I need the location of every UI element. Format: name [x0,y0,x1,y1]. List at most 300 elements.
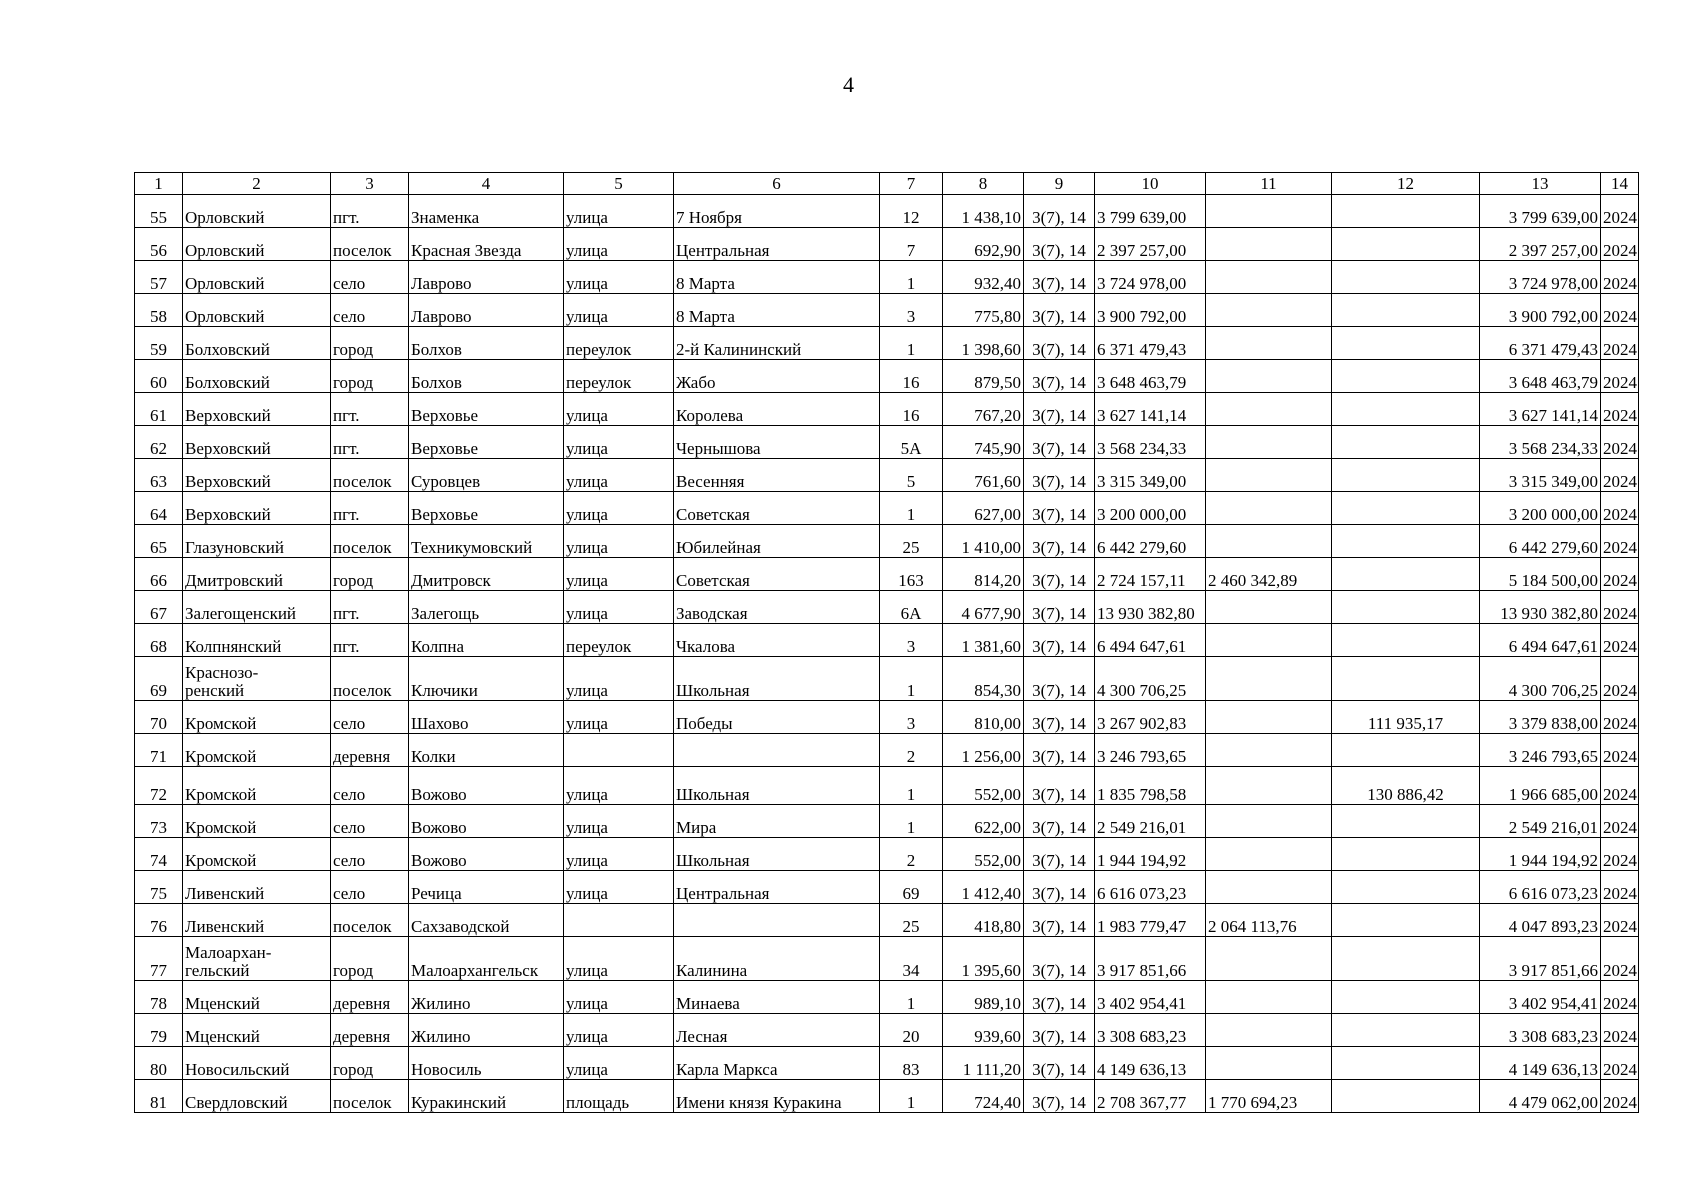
cell-district: Верховский [183,459,331,492]
cell-criteria: 3(7), 14 [1024,657,1095,701]
cell-settlement: Жилино [409,981,564,1014]
cell-criteria: 3(7), 14 [1024,701,1095,734]
cell-district: Залегощенский [183,591,331,624]
cell-year: 2024 [1601,838,1639,871]
cell-settlement: Ключики [409,657,564,701]
cell-area: 879,50 [943,360,1024,393]
cell-district: Колпнянский [183,624,331,657]
header-row [135,173,1639,195]
cell-amount-10: 1 983 779,47 [1095,904,1206,937]
cell-year: 2024 [1601,624,1639,657]
cell-amount-11 [1206,426,1332,459]
cell-amount-10: 4 300 706,25 [1095,657,1206,701]
cell-criteria: 3(7), 14 [1024,294,1095,327]
cell-settlement-type: деревня [331,981,409,1014]
cell-total: 1 944 194,92 [1480,838,1601,871]
cell-settlement-type: поселок [331,459,409,492]
cell-criteria: 3(7), 14 [1024,360,1095,393]
cell-amount-11 [1206,591,1332,624]
cell-row-number: 77 [135,937,183,981]
cell-total: 3 379 838,00 [1480,701,1601,734]
cell-house-number: 3 [880,701,943,734]
cell-house-number: 1 [880,261,943,294]
cell-amount-11 [1206,701,1332,734]
cell-settlement-type: поселок [331,657,409,701]
cell-row-number: 75 [135,871,183,904]
cell-district: Ливенский [183,904,331,937]
cell-district: Орловский [183,261,331,294]
cell-criteria: 3(7), 14 [1024,393,1095,426]
cell-amount-12 [1332,195,1480,228]
cell-row-number: 58 [135,294,183,327]
cell-settlement-type: пгт. [331,591,409,624]
cell-district: Кромской [183,838,331,871]
cell-settlement-type: город [331,558,409,591]
cell-year: 2024 [1601,525,1639,558]
cell-total: 3 308 683,23 [1480,1014,1601,1047]
cell-area: 745,90 [943,426,1024,459]
cell-settlement: Верховье [409,492,564,525]
cell-amount-10: 3 568 234,33 [1095,426,1206,459]
cell-amount-11 [1206,937,1332,981]
cell-settlement-type: пгт. [331,492,409,525]
table-row [135,195,1639,228]
cell-amount-11 [1206,734,1332,767]
cell-amount-10: 3 900 792,00 [1095,294,1206,327]
cell-row-number: 79 [135,1014,183,1047]
cell-house-number: 12 [880,195,943,228]
cell-year: 2024 [1601,558,1639,591]
table-row [135,937,1639,981]
cell-house-number: 83 [880,1047,943,1080]
cell-street: 2-й Калининский [674,327,880,360]
cell-year: 2024 [1601,767,1639,805]
cell-house-number: 16 [880,393,943,426]
cell-total: 1 966 685,00 [1480,767,1601,805]
cell-row-number: 61 [135,393,183,426]
cell-year: 2024 [1601,701,1639,734]
cell-district: Болховский [183,360,331,393]
cell-settlement-type: поселок [331,904,409,937]
cell-row-number: 69 [135,657,183,701]
cell-row-number: 66 [135,558,183,591]
cell-district: Орловский [183,195,331,228]
table-row [135,904,1639,937]
table-row [135,492,1639,525]
cell-area: 552,00 [943,838,1024,871]
cell-house-number: 5А [880,426,943,459]
cell-amount-12 [1332,838,1480,871]
cell-street-type: улица [564,1047,674,1080]
cell-row-number: 70 [135,701,183,734]
table-row [135,525,1639,558]
cell-amount-10: 6 371 479,43 [1095,327,1206,360]
cell-criteria: 3(7), 14 [1024,871,1095,904]
cell-settlement-type: город [331,327,409,360]
cell-total: 3 917 851,66 [1480,937,1601,981]
cell-total: 2 549 216,01 [1480,805,1601,838]
cell-street-type: улица [564,393,674,426]
cell-settlement-type: город [331,360,409,393]
cell-area: 4 677,90 [943,591,1024,624]
cell-total: 3 724 978,00 [1480,261,1601,294]
cell-settlement: Верховье [409,426,564,459]
cell-settlement: Шахово [409,701,564,734]
cell-amount-11 [1206,393,1332,426]
cell-row-number: 63 [135,459,183,492]
cell-criteria: 3(7), 14 [1024,492,1095,525]
cell-street: Центральная [674,871,880,904]
table-header [135,173,1639,195]
cell-amount-10: 3 799 639,00 [1095,195,1206,228]
cell-amount-11 [1206,360,1332,393]
cell-house-number: 1 [880,657,943,701]
cell-street-type: переулок [564,327,674,360]
cell-area: 989,10 [943,981,1024,1014]
table-row [135,734,1639,767]
cell-settlement-type: пгт. [331,624,409,657]
cell-settlement-type: город [331,1047,409,1080]
cell-district: Дмитровский [183,558,331,591]
cell-house-number: 1 [880,1080,943,1113]
cell-street: Имени князя Куракина [674,1080,880,1113]
cell-total: 3 246 793,65 [1480,734,1601,767]
cell-street-type: улица [564,657,674,701]
cell-area: 692,90 [943,228,1024,261]
cell-amount-10: 1 944 194,92 [1095,838,1206,871]
cell-house-number: 1 [880,767,943,805]
cell-district: Краснозо- ренский [183,657,331,701]
cell-amount-10: 3 246 793,65 [1095,734,1206,767]
cell-settlement-type: пгт. [331,393,409,426]
cell-criteria: 3(7), 14 [1024,1014,1095,1047]
cell-street: Юбилейная [674,525,880,558]
cell-settlement-type: поселок [331,228,409,261]
cell-street: Карла Маркса [674,1047,880,1080]
cell-settlement-type: село [331,261,409,294]
cell-street: Центральная [674,228,880,261]
cell-amount-10: 3 402 954,41 [1095,981,1206,1014]
cell-row-number: 71 [135,734,183,767]
cell-criteria: 3(7), 14 [1024,525,1095,558]
cell-street-type: улица [564,261,674,294]
cell-amount-12 [1332,228,1480,261]
cell-area: 724,40 [943,1080,1024,1113]
cell-amount-12 [1332,871,1480,904]
cell-street: Жабо [674,360,880,393]
cell-amount-12 [1332,805,1480,838]
cell-settlement-type: поселок [331,525,409,558]
cell-area: 939,60 [943,1014,1024,1047]
cell-settlement-type: поселок [331,1080,409,1113]
cell-amount-10: 6 442 279,60 [1095,525,1206,558]
table-row [135,426,1639,459]
cell-street-type: улица [564,1014,674,1047]
cell-amount-12 [1332,1047,1480,1080]
cell-district: Верховский [183,492,331,525]
cell-house-number: 34 [880,937,943,981]
cell-amount-11 [1206,767,1332,805]
cell-area: 1 111,20 [943,1047,1024,1080]
cell-settlement-type: село [331,805,409,838]
cell-amount-12 [1332,657,1480,701]
cell-district: Верховский [183,426,331,459]
cell-settlement: Куракинский [409,1080,564,1113]
column-header-2: 2 [183,173,331,195]
table-row [135,294,1639,327]
cell-area: 622,00 [943,805,1024,838]
cell-street-type: улица [564,228,674,261]
cell-row-number: 62 [135,426,183,459]
cell-criteria: 3(7), 14 [1024,261,1095,294]
cell-row-number: 56 [135,228,183,261]
cell-amount-11 [1206,195,1332,228]
cell-total: 3 568 234,33 [1480,426,1601,459]
cell-district: Верховский [183,393,331,426]
cell-amount-11 [1206,871,1332,904]
cell-house-number: 1 [880,981,943,1014]
cell-year: 2024 [1601,591,1639,624]
cell-street: Лесная [674,1014,880,1047]
cell-street: Чернышова [674,426,880,459]
cell-amount-11: 2 064 113,76 [1206,904,1332,937]
table-row [135,327,1639,360]
cell-settlement: Новосиль [409,1047,564,1080]
table-row [135,1080,1639,1113]
cell-street-type: улица [564,195,674,228]
cell-street-type: улица [564,701,674,734]
cell-house-number: 7 [880,228,943,261]
table-row [135,657,1639,701]
cell-settlement-type: деревня [331,734,409,767]
cell-criteria: 3(7), 14 [1024,228,1095,261]
cell-total: 3 627 141,14 [1480,393,1601,426]
table-row [135,360,1639,393]
cell-total: 3 799 639,00 [1480,195,1601,228]
cell-settlement: Болхов [409,327,564,360]
cell-area: 775,80 [943,294,1024,327]
cell-row-number: 57 [135,261,183,294]
cell-street: Заводская [674,591,880,624]
cell-row-number: 55 [135,195,183,228]
cell-street-type: переулок [564,624,674,657]
cell-amount-12 [1332,558,1480,591]
cell-area: 1 438,10 [943,195,1024,228]
cell-total: 4 149 636,13 [1480,1047,1601,1080]
cell-total: 3 200 000,00 [1480,492,1601,525]
cell-district: Глазуновский [183,525,331,558]
cell-street: Школьная [674,838,880,871]
cell-settlement: Дмитровск [409,558,564,591]
cell-amount-11 [1206,624,1332,657]
cell-total: 6 494 647,61 [1480,624,1601,657]
cell-settlement-type: село [331,871,409,904]
cell-amount-12 [1332,734,1480,767]
cell-street-type: улица [564,871,674,904]
cell-amount-12 [1332,261,1480,294]
cell-area: 552,00 [943,767,1024,805]
cell-house-number: 2 [880,734,943,767]
cell-street: 8 Марта [674,261,880,294]
cell-amount-12 [1332,327,1480,360]
cell-area: 1 398,60 [943,327,1024,360]
column-header-8: 8 [943,173,1024,195]
column-header-6: 6 [674,173,880,195]
cell-house-number: 6А [880,591,943,624]
table-row [135,393,1639,426]
cell-area: 810,00 [943,701,1024,734]
cell-street-type: улица [564,838,674,871]
cell-amount-10: 2 708 367,77 [1095,1080,1206,1113]
cell-amount-10: 2 549 216,01 [1095,805,1206,838]
cell-amount-11: 2 460 342,89 [1206,558,1332,591]
cell-street-type: улица [564,558,674,591]
cell-criteria: 3(7), 14 [1024,937,1095,981]
table-row [135,591,1639,624]
cell-year: 2024 [1601,360,1639,393]
cell-settlement: Сахзаводской [409,904,564,937]
cell-amount-11 [1206,294,1332,327]
cell-house-number: 69 [880,871,943,904]
table-row [135,701,1639,734]
cell-amount-12 [1332,426,1480,459]
table-row [135,558,1639,591]
cell-year: 2024 [1601,937,1639,981]
cell-district: Кромской [183,734,331,767]
cell-amount-10: 3 267 902,83 [1095,701,1206,734]
table-row [135,261,1639,294]
column-header-1: 1 [135,173,183,195]
cell-area: 1 381,60 [943,624,1024,657]
cell-house-number: 2 [880,838,943,871]
cell-district: Малоархан- гельский [183,937,331,981]
table-row [135,459,1639,492]
cell-row-number: 74 [135,838,183,871]
cell-settlement: Жилино [409,1014,564,1047]
cell-street-type: улица [564,492,674,525]
cell-district: Мценский [183,1014,331,1047]
column-header-12: 12 [1332,173,1480,195]
cell-district: Кромской [183,767,331,805]
cell-year: 2024 [1601,228,1639,261]
cell-year: 2024 [1601,294,1639,327]
cell-amount-10: 6 494 647,61 [1095,624,1206,657]
cell-amount-10: 4 149 636,13 [1095,1047,1206,1080]
cell-district: Орловский [183,294,331,327]
cell-criteria: 3(7), 14 [1024,904,1095,937]
column-header-13: 13 [1480,173,1601,195]
cell-area: 418,80 [943,904,1024,937]
cell-house-number: 25 [880,525,943,558]
cell-year: 2024 [1601,426,1639,459]
cell-settlement: Вожово [409,767,564,805]
column-header-9: 9 [1024,173,1095,195]
cell-row-number: 60 [135,360,183,393]
table-body [135,195,1639,1113]
cell-row-number: 68 [135,624,183,657]
cell-criteria: 3(7), 14 [1024,838,1095,871]
cell-year: 2024 [1601,492,1639,525]
cell-criteria: 3(7), 14 [1024,459,1095,492]
column-header-14: 14 [1601,173,1639,195]
cell-year: 2024 [1601,1080,1639,1113]
cell-settlement-type: село [331,294,409,327]
cell-district: Мценский [183,981,331,1014]
cell-district: Кромской [183,701,331,734]
cell-street-type: улица [564,525,674,558]
cell-street: Советская [674,492,880,525]
cell-row-number: 80 [135,1047,183,1080]
cell-house-number: 20 [880,1014,943,1047]
cell-street-type: улица [564,426,674,459]
cell-district: Свердловский [183,1080,331,1113]
cell-total: 3 315 349,00 [1480,459,1601,492]
cell-street [674,904,880,937]
cell-amount-11 [1206,981,1332,1014]
cell-settlement: Колпна [409,624,564,657]
cell-settlement: Техникумовский [409,525,564,558]
cell-row-number: 81 [135,1080,183,1113]
cell-amount-12 [1332,459,1480,492]
cell-amount-10: 13 930 382,80 [1095,591,1206,624]
cell-total: 2 397 257,00 [1480,228,1601,261]
cell-settlement-type: пгт. [331,195,409,228]
cell-street-type: улица [564,805,674,838]
cell-street: Королева [674,393,880,426]
cell-settlement: Суровцев [409,459,564,492]
cell-total: 4 479 062,00 [1480,1080,1601,1113]
cell-amount-11 [1206,1014,1332,1047]
cell-amount-10: 3 627 141,14 [1095,393,1206,426]
cell-street-type [564,734,674,767]
cell-district: Новосильский [183,1047,331,1080]
cell-settlement: Лаврово [409,294,564,327]
cell-amount-11 [1206,657,1332,701]
cell-row-number: 73 [135,805,183,838]
column-header-10: 10 [1095,173,1206,195]
cell-house-number: 163 [880,558,943,591]
cell-criteria: 3(7), 14 [1024,558,1095,591]
column-header-7: 7 [880,173,943,195]
cell-amount-12 [1332,294,1480,327]
cell-house-number: 5 [880,459,943,492]
cell-street: 8 Марта [674,294,880,327]
cell-settlement-type: село [331,838,409,871]
cell-amount-11 [1206,459,1332,492]
cell-street: Весенняя [674,459,880,492]
table-row [135,228,1639,261]
cell-amount-12 [1332,591,1480,624]
cell-year: 2024 [1601,1047,1639,1080]
cell-settlement: Вожово [409,805,564,838]
cell-settlement: Верховье [409,393,564,426]
cell-street-type [564,904,674,937]
cell-amount-12: 111 935,17 [1332,701,1480,734]
table-row [135,1047,1639,1080]
cell-criteria: 3(7), 14 [1024,1080,1095,1113]
cell-amount-11 [1206,228,1332,261]
cell-year: 2024 [1601,1014,1639,1047]
cell-house-number: 3 [880,624,943,657]
cell-amount-11 [1206,492,1332,525]
cell-criteria: 3(7), 14 [1024,767,1095,805]
cell-settlement: Малоархангельск [409,937,564,981]
cell-total: 6 616 073,23 [1480,871,1601,904]
cell-amount-10: 2 724 157,11 [1095,558,1206,591]
cell-street-type: улица [564,981,674,1014]
cell-amount-11 [1206,805,1332,838]
cell-amount-12 [1332,937,1480,981]
